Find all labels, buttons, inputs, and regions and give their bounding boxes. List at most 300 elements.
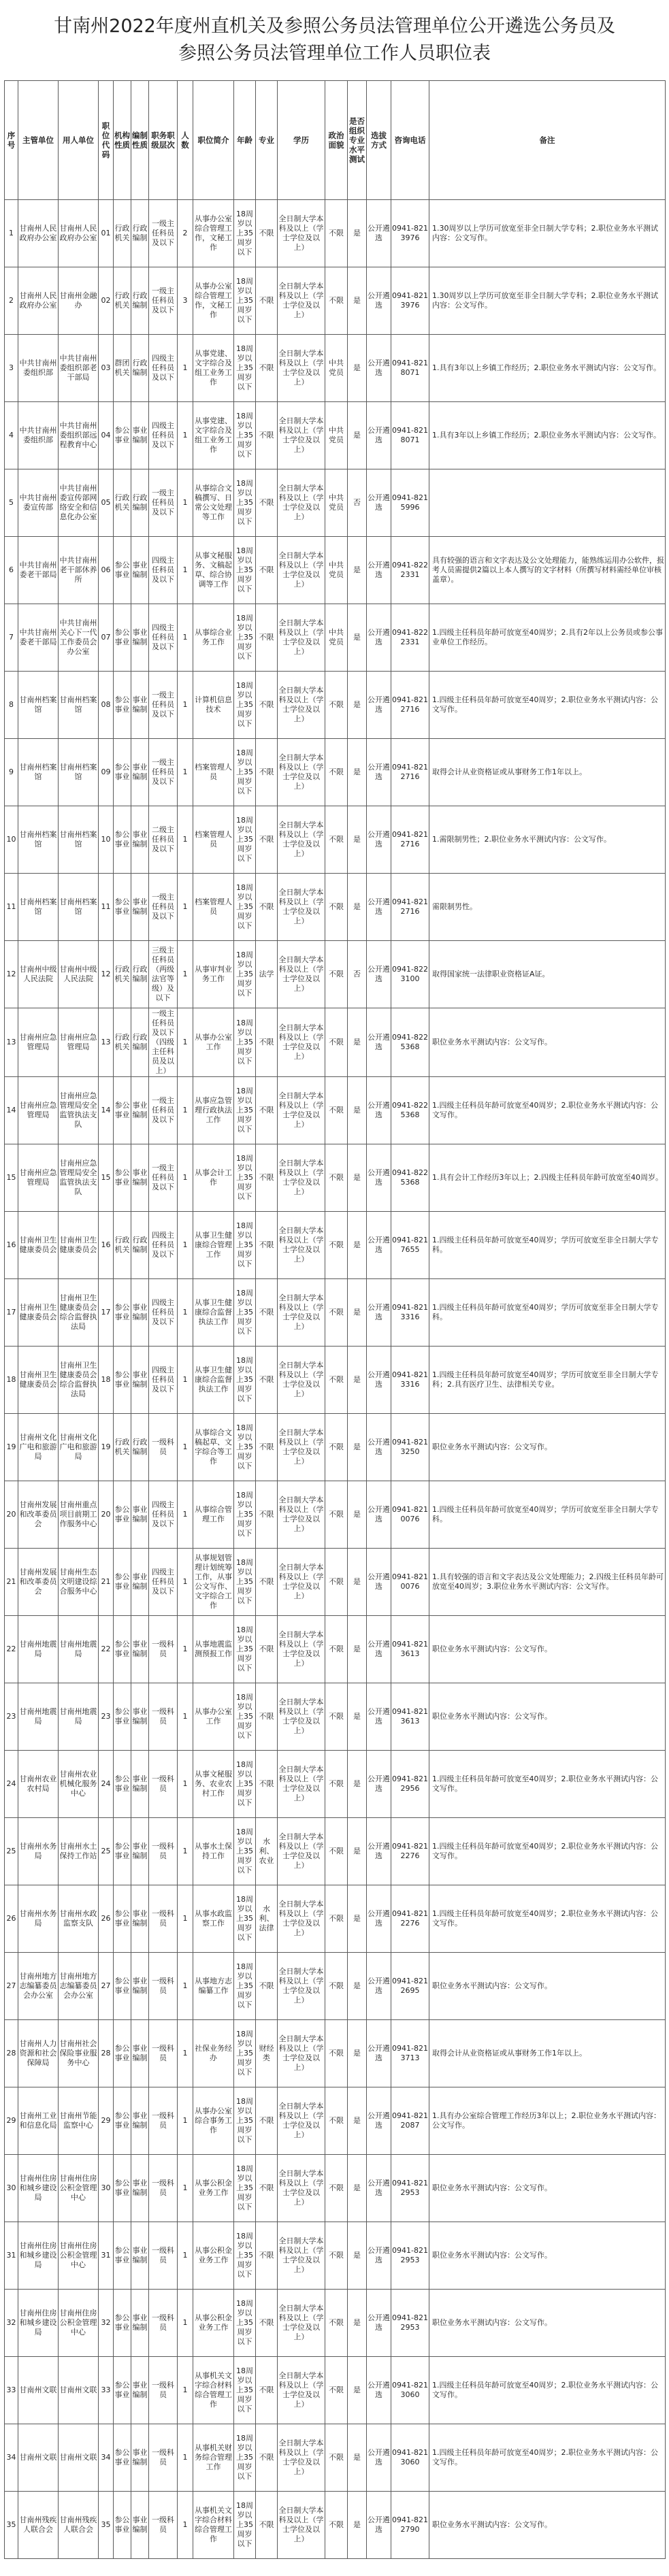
table-cell [429,469,666,537]
table-cell: 26 [5,1885,18,1953]
table-cell: 一级主任科员及以下 [149,739,178,806]
table-cell: 0941-8213613 [391,1683,429,1751]
table-cell: 一级主任科员及以下 [149,200,178,267]
table-cell: 33 [5,2357,18,2424]
table-cell: 事业编制 [131,1077,149,1144]
table-cell: 甘南州人民政府办公室 [18,267,59,335]
table-cell: 公开遴选 [367,1683,391,1751]
table-cell: 18周岁以上35周岁以下 [234,1953,256,2020]
column-header: 年龄 [234,81,256,200]
table-cell: 水利、农业 [256,1818,278,1885]
table-cell: 不限 [325,1212,348,1279]
table-cell: 事业编制 [131,1818,149,1885]
table-cell: 参公事业 [114,2087,131,2155]
table-cell: 参公事业 [114,1953,131,2020]
table-cell: 1.四级主任科员年龄可放宽至40周岁；2.职位业务水平测试内容：公文写作。 [429,2357,666,2424]
table-cell: 一级科员 [149,2357,178,2424]
table-cell: 1.四级主任科员年龄可放宽至40周岁；2.职位业务水平测试内容：公文写作。 [429,1751,666,1818]
table-cell: 是 [348,537,367,604]
table-cell: 0941-8212790 [391,2492,429,2559]
table-row [5,1144,666,1212]
table-cell: 从事文秘服务、农业农村工作 [193,1751,234,1818]
table-cell: 公开遴选 [367,739,391,806]
table-cell: 甘南州住房和城乡建设局 [18,2222,59,2290]
table-cell: 是 [348,267,367,335]
table-cell: 公开遴选 [367,402,391,469]
table-cell: 27 [5,1953,18,2020]
table-cell: 不限 [325,1077,348,1144]
table-cell: 不限 [256,2357,278,2424]
table-cell: 19 [5,1414,18,1481]
table-cell: 不限 [325,1616,348,1683]
table-cell: 甘南州文联 [18,2424,59,2492]
table-cell: 事业编制 [131,2155,149,2222]
table-cell: 四级主任科员及以下 [149,1481,178,1549]
table-cell: 29 [5,2087,18,2155]
table-cell: 21 [5,1549,18,1616]
table-cell: 从事卫生健康综合管理工作 [193,1212,234,1279]
table-cell: 甘南州地震局 [59,1616,99,1683]
table-cell: 参公事业 [114,1481,131,1549]
table-cell: 是 [348,1549,367,1616]
table-cell: 不限 [256,2290,278,2357]
table-cell: 0941-8210076 [391,1549,429,1616]
table-cell: 事业编制 [131,1616,149,1683]
table-cell: 全日制大学本科及以上（学士学位及以上） [278,1144,325,1212]
table-cell: 中共甘南州委组织部老干部局 [59,335,99,402]
table-cell: 不限 [325,1414,348,1481]
table-cell: 公开遴选 [367,2222,391,2290]
table-cell: 一级科员 [149,1818,178,1885]
table-row [5,2020,666,2087]
table-cell: 不限 [325,1683,348,1751]
table-cell: 一级主任科员及以下 [149,469,178,537]
table-cell: 甘南州人民政府办公室 [18,200,59,267]
table-cell: 不限 [325,874,348,941]
table-cell: 二级主任科员及以下 [149,806,178,874]
table-cell: 06 [99,537,114,604]
table-row [5,2424,666,2492]
table-cell: 甘南州档案馆 [59,806,99,874]
table-cell: 全日制大学本科及以上（学士学位及以上） [278,874,325,941]
table-cell: 全日制大学本科及以上（学士学位及以上） [278,672,325,739]
table-cell: 0941-8213060 [391,2424,429,2492]
table-cell: 职位业务水平测试内容：公文写作。 [429,1953,666,2020]
table-cell: 是 [348,1481,367,1549]
table-row [5,2222,666,2290]
table-cell: 事业编制 [131,1953,149,2020]
table-cell: 是 [348,1077,367,1144]
table-cell: 甘南州农业机械化服务中心 [59,1751,99,1818]
table-cell: 18周岁以上35周岁以下 [234,2290,256,2357]
table-cell: 0941-8212087 [391,2087,429,2155]
table-cell: 公开遴选 [367,941,391,1008]
table-cell: 从事办公室综合管理工作，文秘工作 [193,267,234,335]
table-cell: 参公事业 [114,2290,131,2357]
table-cell: 职位业务水平测试内容：公文写作。 [429,2222,666,2290]
table-cell: 01 [99,200,114,267]
table-cell: 参公事业 [114,2222,131,2290]
table-cell: 一级主任科员及以下 [149,672,178,739]
table-cell: 事业编制 [131,2087,149,2155]
table-cell: 全日制大学本科及以上（学士学位及以上） [278,537,325,604]
table-cell: 1 [178,469,193,537]
table-cell: 一级科员 [149,2155,178,2222]
table-cell: 否 [348,469,367,537]
column-header: 政治面貌 [325,81,348,200]
table-cell: 行政机关 [114,1414,131,1481]
table-cell: 公开遴选 [367,1481,391,1549]
table-row [5,1885,666,1953]
table-cell: 不限 [256,2492,278,2559]
table-cell: 10 [5,806,18,874]
table-cell: 全日制大学本科及以上（学士学位及以上） [278,1683,325,1751]
table-row [5,1818,666,1885]
table-cell: 全日制大学本科及以上（学士学位及以上） [278,1953,325,2020]
table-cell: 职位业务水平测试内容：公文写作。 [429,2155,666,2222]
table-cell: 1 [178,1616,193,1683]
table-cell: 1.具有3年以上乡镇工作经历；2.职位业务水平测试内容：公文写作。 [429,402,666,469]
table-cell: 全日制大学本科及以上（学士学位及以上） [278,739,325,806]
table-cell: 从事综合文稿撰写、日常公文处理等工作 [193,469,234,537]
table-cell: 从事综合文稿起草、文字综合等工作 [193,1414,234,1481]
table-cell: 不限 [325,941,348,1008]
table-cell: 中共甘南州委宣传部网络安全和信息化办公室 [59,469,99,537]
table-cell: 全日制大学本科及以上（学士学位及以上） [278,1347,325,1414]
table-cell: 不限 [325,1818,348,1885]
table-cell: 不限 [256,1549,278,1616]
table-cell: 甘南州应急管理局安全监管执法支队 [59,1144,99,1212]
table-cell: 1 [178,1953,193,2020]
table-cell: 不限 [256,1751,278,1818]
table-cell: 公开遴选 [367,1616,391,1683]
table-cell: 公开遴选 [367,1279,391,1347]
table-cell: 公开遴选 [367,2357,391,2424]
table-cell: 全日制大学本科及以上（学士学位及以上） [278,2087,325,2155]
table-cell: 公开遴选 [367,1077,391,1144]
table-cell: 甘南州文联 [18,2357,59,2424]
table-cell: 甘南州金融办 [59,267,99,335]
table-cell: 甘南州文化广电和旅游局 [18,1414,59,1481]
table-cell: 一级主任科员及以下 [149,267,178,335]
table-cell: 15 [99,1144,114,1212]
table-cell: 不限 [256,874,278,941]
table-cell: 四级主任科员及以下 [149,537,178,604]
table-row [5,874,666,941]
table-cell: 公开遴选 [367,1144,391,1212]
table-cell: 是 [348,874,367,941]
table-cell: 甘南州住房公积金管理中心 [59,2290,99,2357]
table-cell: 不限 [325,200,348,267]
table-cell: 是 [348,2357,367,2424]
table-cell: 不限 [256,672,278,739]
table-cell: 30 [99,2155,114,2222]
table-cell: 18周岁以上35周岁以下 [234,604,256,672]
table-cell: 公开遴选 [367,267,391,335]
table-cell: 从事卫生健康综合监督执法工作 [193,1279,234,1347]
table-cell: 不限 [325,1885,348,1953]
table-cell: 事业编制 [131,1481,149,1549]
table-cell: 公开遴选 [367,604,391,672]
table-cell: 是 [348,2087,367,2155]
table-cell: 18周岁以上35周岁以下 [234,2020,256,2087]
table-cell: 事业编制 [131,1683,149,1751]
table-cell: 是 [348,1414,367,1481]
table-cell: 参公事业 [114,2020,131,2087]
table-cell: 中共甘南州委组织部 [18,402,59,469]
table-cell: 03 [99,335,114,402]
table-cell: 10 [99,806,114,874]
table-cell: 事业编制 [131,1885,149,1953]
table-cell: 甘南州发展和改革委员会 [18,1481,59,1549]
table-cell: 参公事业 [114,1818,131,1885]
table-row [5,469,666,537]
table-cell: 25 [5,1818,18,1885]
table-cell: 参公事业 [114,1751,131,1818]
table-cell: 事业编制 [131,2020,149,2087]
table-cell: 1 [178,941,193,1008]
table-cell: 0941-8213976 [391,267,429,335]
table-cell: 28 [5,2020,18,2087]
table-cell: 1 [178,1077,193,1144]
table-cell: 从事规划管理计划统筹工作，从事公文写作、文字综合工作 [193,1549,234,1616]
table-cell: 事业编制 [131,1144,149,1212]
table-cell: 甘南州卫生健康委员会 [18,1279,59,1347]
table-cell: 取得会计从业资格证或从事财务工作1年以上。 [429,2020,666,2087]
table-cell: 从事公积金业务工作 [193,2155,234,2222]
table-cell: 事业编制 [131,1751,149,1818]
table-cell: 1 [178,672,193,739]
table-cell: 1.四级主任科员年龄可放宽至40周岁；2.具有2年以上公务员或参公事业单位工作经历。 [429,604,666,672]
table-cell: 甘南州水务局 [18,1885,59,1953]
table-cell: 全日制大学本科及以上（学士学位及以上） [278,2492,325,2559]
table-cell: 取得会计从业资格证或从事财务工作1年以上。 [429,739,666,806]
table-row [5,604,666,672]
table-row [5,672,666,739]
table-cell: 从事地方志编纂工作 [193,1953,234,2020]
table-cell: 1.四级主任科员年龄可放宽至40周岁；2.职位业务水平测试内容：公文写作。 [429,1885,666,1953]
table-cell: 11 [5,874,18,941]
table-cell: 全日制大学本科及以上（学士学位及以上） [278,1077,325,1144]
table-cell: 不限 [325,2424,348,2492]
table-cell: 公开遴选 [367,335,391,402]
table-cell: 甘南州生态文明建设综合服务中心 [59,1549,99,1616]
table-cell: 12 [99,941,114,1008]
table-cell: 参公事业 [114,1683,131,1751]
table-cell: 全日制大学本科及以上（学士学位及以上） [278,604,325,672]
table-cell: 18周岁以上35周岁以下 [234,1481,256,1549]
table-cell: 行政编制 [131,1008,149,1077]
table-cell: 7 [5,604,18,672]
table-cell: 不限 [256,335,278,402]
table-cell: 中共甘南州委组织部远程教育中心 [59,402,99,469]
table-cell: 一级科员 [149,1953,178,2020]
table-cell: 全日制大学本科及以上（学士学位及以上） [278,2222,325,2290]
table-cell: 0941-8212276 [391,1885,429,1953]
table-cell: 1 [178,2222,193,2290]
table-cell: 22 [5,1616,18,1683]
column-header: 选拔方式 [367,81,391,200]
table-cell: 参公事业 [114,806,131,874]
table-cell: 公开遴选 [367,469,391,537]
table-cell: 公开遴选 [367,1414,391,1481]
table-cell: 18周岁以上35周岁以下 [234,2222,256,2290]
table-cell: 甘南州人力资源和社会保障局 [18,2020,59,2087]
table-cell: 全日制大学本科及以上（学士学位及以上） [278,1279,325,1347]
table-cell: 31 [99,2222,114,2290]
table-cell: 28 [99,2020,114,2087]
table-cell: 社保业务经办 [193,2020,234,2087]
table-cell: 是 [348,1616,367,1683]
table-cell: 32 [99,2290,114,2357]
table-cell: 四级主任科员及以下 [149,1212,178,1279]
table-cell: 18周岁以上35周岁以下 [234,1144,256,1212]
table-cell: 6 [5,537,18,604]
table-cell: 02 [99,267,114,335]
table-cell: 18周岁以上35周岁以下 [234,2357,256,2424]
table-cell: 事业编制 [131,2424,149,2492]
column-header: 编制性质 [131,81,149,200]
table-cell: 18 [99,1347,114,1414]
table-cell: 0941-8218071 [391,402,429,469]
table-row [5,402,666,469]
table-cell: 全日制大学本科及以上（学士学位及以上） [278,1549,325,1616]
table-row [5,2357,666,2424]
table-cell: 18周岁以上35周岁以下 [234,537,256,604]
table-cell: 不限 [256,1279,278,1347]
column-header: 是否组织专业水平测试 [348,81,367,200]
table-cell: 1 [178,2357,193,2424]
table-cell: 一级科员 [149,2492,178,2559]
table-cell: 甘南州档案馆 [18,739,59,806]
table-cell: 0941-8217655 [391,1212,429,1279]
table-cell: 1 [178,402,193,469]
table-cell: 中共甘南州委老干部局 [18,537,59,604]
table-cell: 1 [178,806,193,874]
table-cell: 甘南州地震局 [59,1683,99,1751]
table-body [5,200,666,2559]
table-cell: 一级科员 [149,1616,178,1683]
table-cell: 不限 [256,402,278,469]
table-cell: 中共甘南州关心下一代工作委员会办公室 [59,604,99,672]
table-cell: 不限 [325,2492,348,2559]
table-cell: 甘南州档案馆 [59,672,99,739]
table-cell: 公开遴选 [367,1751,391,1818]
table-cell: 甘南州住房和城乡建设局 [18,2155,59,2222]
table-cell: 从事综合业务工作 [193,604,234,672]
table-cell: 是 [348,335,367,402]
table-cell: 职位业务水平测试内容：公文写作。 [429,2492,666,2559]
table-cell: 否 [348,941,367,1008]
table-cell: 0941-8225368 [391,1077,429,1144]
table-cell: 1 [178,1818,193,1885]
column-header: 机构性质 [114,81,131,200]
table-cell: 甘南州水政监察支队 [59,1885,99,1953]
table-cell: 33 [99,2357,114,2424]
table-cell: 是 [348,200,367,267]
table-cell: 不限 [256,1414,278,1481]
table-cell: 不限 [325,2357,348,2424]
table-row [5,1077,666,1144]
table-cell: 0941-8213060 [391,2357,429,2424]
table-cell: 公开遴选 [367,1347,391,1414]
table-cell: 公开遴选 [367,1008,391,1077]
table-cell: 甘南州中级人民法院 [59,941,99,1008]
table-cell: 参公事业 [114,604,131,672]
table-cell: 全日制大学本科及以上（学士学位及以上） [278,1414,325,1481]
table-cell: 公开遴选 [367,1212,391,1279]
table-cell: 1 [178,335,193,402]
table-cell: 1 [178,1008,193,1077]
table-cell: 职位业务水平测试内容：公文写作。 [429,1008,666,1077]
table-cell: 甘南州地震局 [18,1616,59,1683]
table-cell: 甘南州残疾人联合会 [18,2492,59,2559]
table-cell: 1.具有较强的语言和文字表达及公文处理能力；2.四级主任科员年龄可放宽至40周岁；3.职位业务水平测试内容：公文写作。 [429,1549,666,1616]
column-header: 人数 [178,81,193,200]
table-cell: 中共党员 [325,469,348,537]
table-cell: 甘南州卫生健康委员会 [18,1347,59,1414]
table-cell: 19 [99,1414,114,1481]
table-cell: 1 [178,874,193,941]
table-cell: 全日制大学本科及以上（学士学位及以上） [278,1885,325,1953]
table-cell: 不限 [325,2222,348,2290]
table-cell: 从事办公室综合管理工作，文秘工作 [193,200,234,267]
table-cell: 公开遴选 [367,1549,391,1616]
table-cell: 是 [348,2492,367,2559]
table-cell: 不限 [325,672,348,739]
table-cell: 甘南州农业农村局 [18,1751,59,1818]
table-cell: 35 [99,2492,114,2559]
table-cell: 事业编制 [131,2492,149,2559]
table-cell: 甘南州文联 [59,2357,99,2424]
table-cell: 18周岁以上35周岁以下 [234,1279,256,1347]
table-cell: 不限 [325,2020,348,2087]
table-cell: 中共甘南州老干部休养所 [59,537,99,604]
table-cell: 不限 [256,537,278,604]
table-cell: 甘南州应急管理局 [18,1144,59,1212]
table-cell: 不限 [256,1347,278,1414]
table-cell: 全日制大学本科及以上（学士学位及以上） [278,941,325,1008]
table-cell: 不限 [256,200,278,267]
table-cell: 1 [178,1751,193,1818]
table-cell: 是 [348,1953,367,2020]
table-cell: 18周岁以上35周岁以下 [234,2155,256,2222]
table-cell: 12 [5,941,18,1008]
table-row [5,1212,666,1279]
table-cell: 16 [5,1212,18,1279]
table-cell: 行政编制 [131,200,149,267]
table-cell: 1 [178,2290,193,2357]
table-cell: 是 [348,2020,367,2087]
table-cell: 是 [348,604,367,672]
table-cell: 事业编制 [131,672,149,739]
table-cell: 甘南州住房公积金管理中心 [59,2222,99,2290]
table-cell: 1 [178,1885,193,1953]
table-cell: 从事公积金业务工作 [193,2222,234,2290]
table-cell: 职位业务水平测试内容：公文写作。 [429,2290,666,2357]
table-cell: 0941-8223100 [391,941,429,1008]
table-cell: 0941-8213613 [391,1616,429,1683]
table-cell: 1 [178,537,193,604]
table-cell: 全日制大学本科及以上（学士学位及以上） [278,2155,325,2222]
table-cell: 甘南州水土保持工作站 [59,1818,99,1885]
table-cell: 职位业务水平测试内容：公文写作。 [429,1683,666,1751]
table-cell: 1 [178,1481,193,1549]
table-cell: 不限 [325,1549,348,1616]
table-cell: 0941-8215996 [391,469,429,537]
table-cell: 事业编制 [131,537,149,604]
table-cell: 是 [348,1144,367,1212]
